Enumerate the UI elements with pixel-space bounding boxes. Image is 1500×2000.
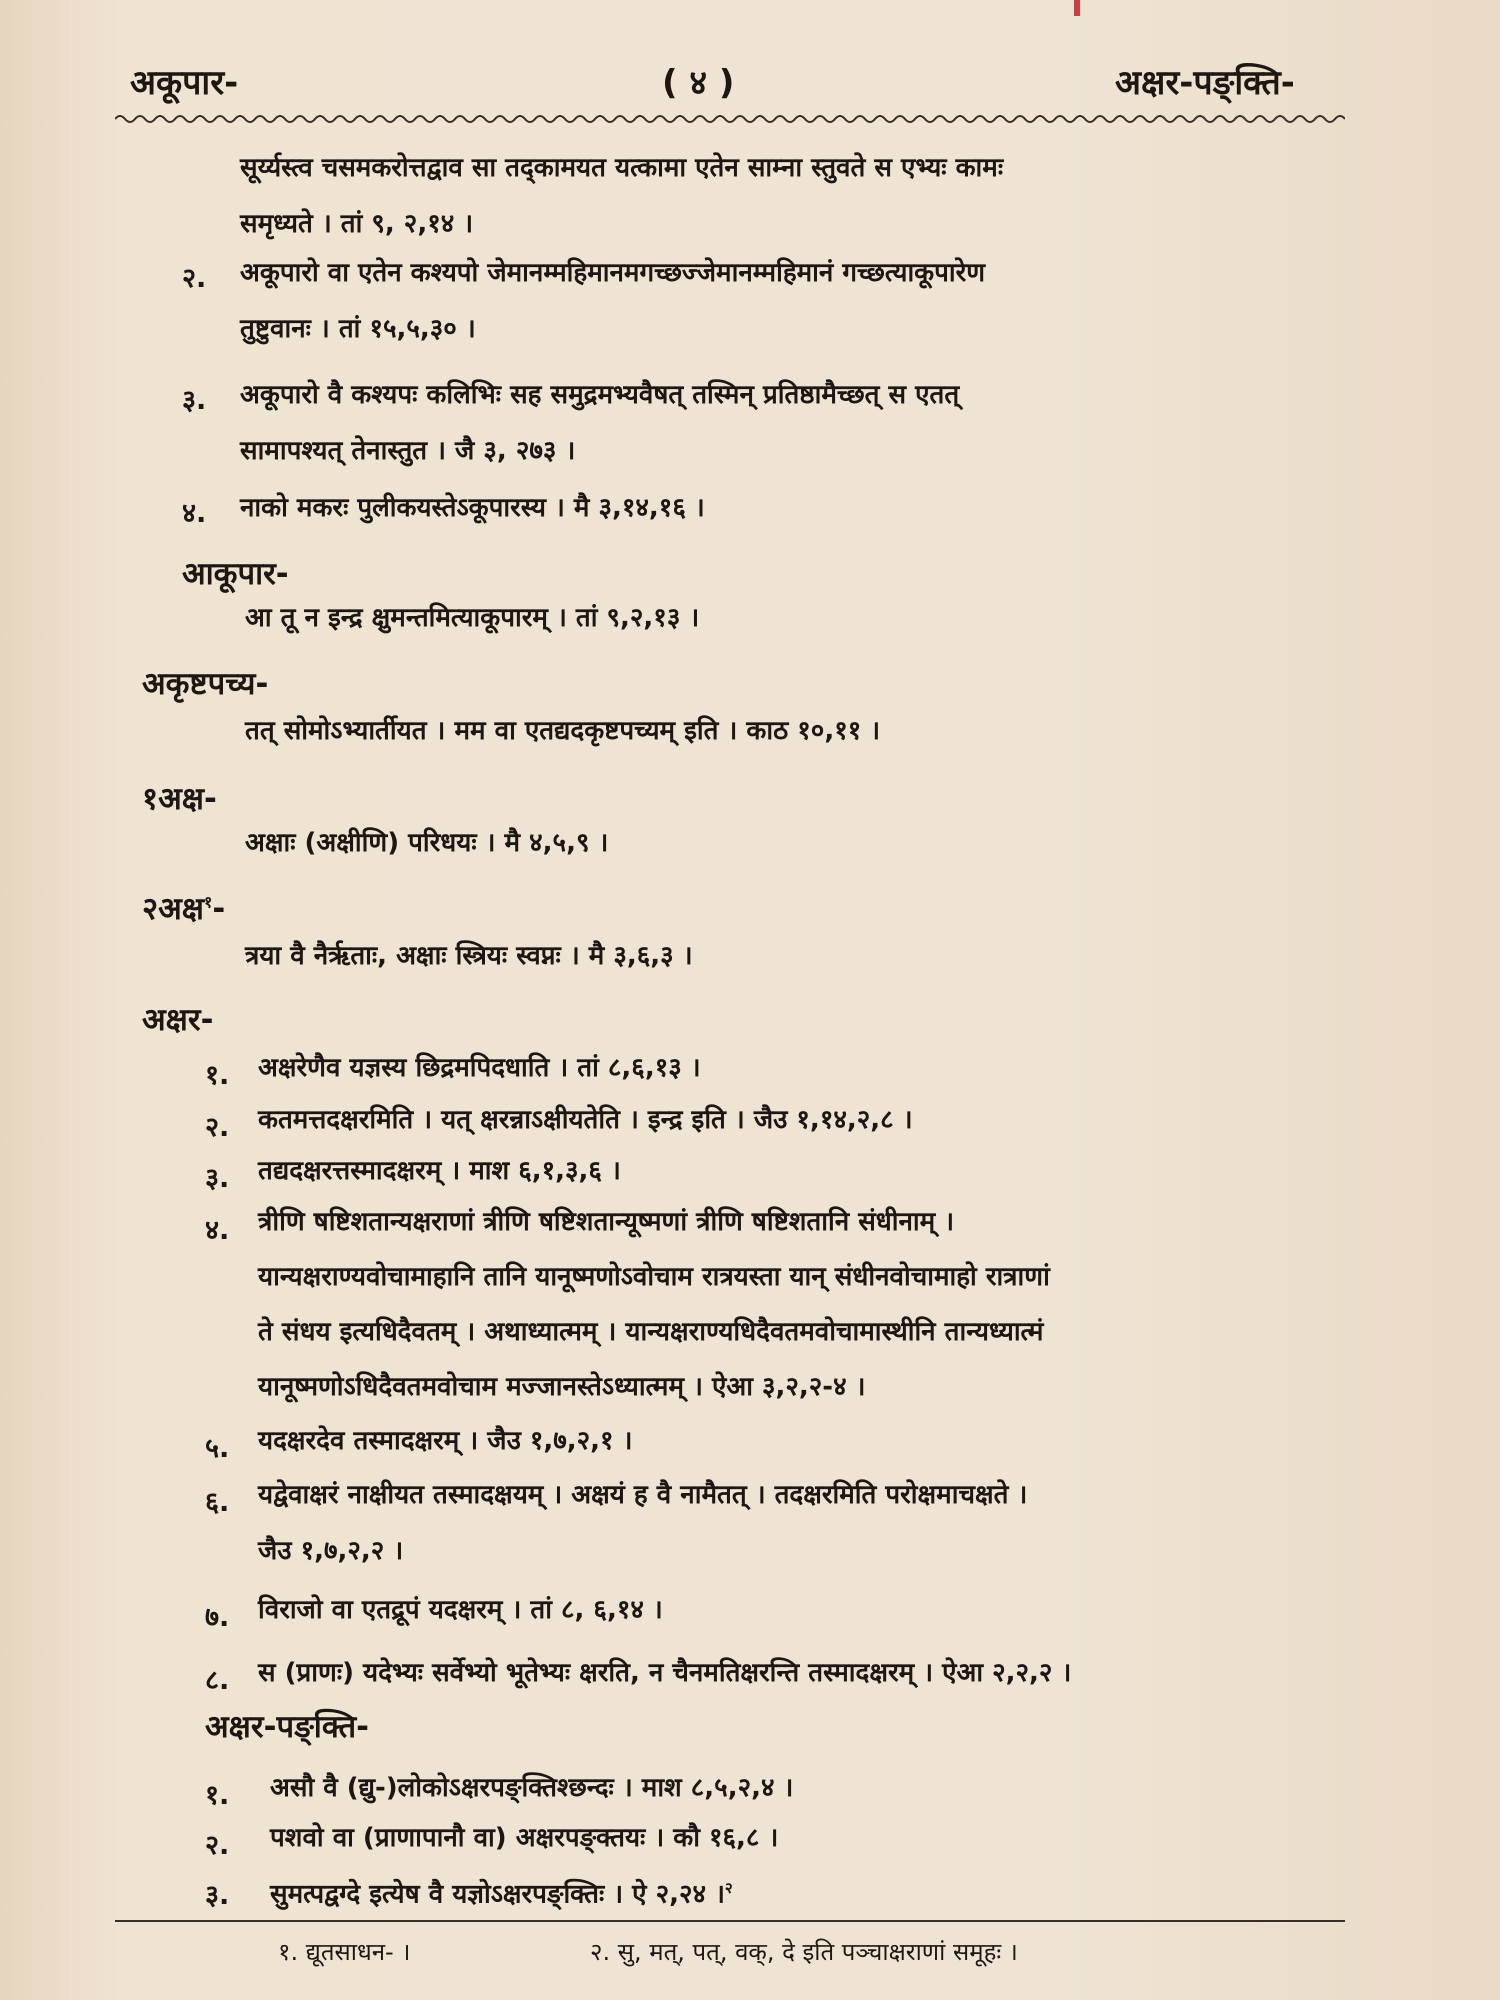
entry-line: त्रया वै नैर्ऋताः, अक्षाः स्त्रियः स्वप्नः । मै ३,६,३ । (245, 941, 693, 971)
entry-line: आ तू न इन्द्र क्षुमन्तमित्याकूपारम् । तां ९,२,१३ । (245, 603, 700, 633)
akshara-item-2: कतमत्तदक्षरमिति । यत् क्षरन्नाऽक्षीयतेति । इन्द्र इति । जैउ १,१४,२,८ । (258, 1105, 913, 1135)
item-number: ४. (182, 498, 207, 529)
text-line: त्रीणि षष्टिशतान्यक्षराणां त्रीणि षष्टिशतान्यूष्मणां त्रीणि षष्टिशतानि संधीनाम् । (258, 1207, 955, 1237)
item-number: ७. (205, 1602, 230, 1633)
akupara-item-2 (240, 245, 1340, 357)
akshara-item-5: यदक्षरदेव तस्मादक्षरम् । जैउ १,७,२,१ । (258, 1426, 633, 1456)
item-number: ४. (205, 1215, 230, 1246)
akshara-item-4 (258, 1195, 1348, 1415)
text-line: सुमत्पद्वग्दे इत्येष वै यज्ञोऽक्षरपङ्क्तिः । ऐ २,२४ । (270, 1879, 725, 1910)
item-number: २. (205, 1830, 230, 1861)
pankti-item-1: असौ वै (द्यु-)लोकोऽक्षरपङ्क्तिश्छन्दः । माश ८,५,२,४ । (270, 1773, 794, 1803)
running-head-left: अकूपार- (130, 63, 239, 103)
footnote-1: १. द्यूतसाधन- । (278, 1938, 411, 1966)
akshara-item-7: विराजो वा एतद्रूपं यदक्षरम् । तां ८, ६,१४ । (258, 1595, 663, 1625)
text-line: सूर्य्यस्त्व चसमकरोत्तद्वाव सा तद्कामयत यत्कामा एतेन साम्ना स्तुवते स एभ्यः कामः (240, 153, 1004, 183)
item-number: ३. (205, 1163, 230, 1194)
item-number: २. (182, 263, 207, 294)
text-line: अकूपारो वै कश्यपः कलिभिः सह समुद्रमभ्यवैषत् तस्मिन् प्रतिष्ठामैच्छत् स एतत् (240, 380, 960, 410)
item-number: ३. (182, 385, 207, 416)
entry-line: तत् सोमोऽभ्यार्तीयत । मम वा एतद्यदकृष्टपच्यम् इति । काठ १०,११ । (245, 716, 881, 746)
running-head-right: अक्षर-पङ्क्ति- (1115, 63, 1295, 103)
item-number: २. (205, 1112, 230, 1143)
pankti-item-2: पशवो वा (प्राणापानौ वा) अक्षरपङ्क्तयः । कौ १६,८ । (270, 1823, 779, 1853)
akshara-item-3: तद्यदक्षरत्तस्मादक्षरम् । माश ६,१,३,६ । (258, 1156, 621, 1186)
item-number: ३. (205, 1880, 230, 1911)
footnote-2: २. सु, मत्, पत्, वक्, दे इति पञ्चाक्षराणां समूहः । (590, 1938, 1018, 1966)
continuation-paragraph (240, 140, 1340, 252)
entry-heading-akupara: आकूपार- (182, 556, 289, 592)
item-number: ५. (205, 1433, 230, 1464)
heading-text: २अक्ष (142, 891, 205, 927)
text-line: अकूपारो वा एतेन कश्यपो जेमानम्महिमानमगच्छज्जेमानम्महिमानं गच्छत्याकूपारेण (240, 258, 986, 288)
pankti-item-3 (270, 1860, 1350, 1923)
text-line: नाको मकरः पुलीकयस्तेऽकूपारस्य । मै ३,१४,१६ । (240, 493, 705, 523)
footnote-rule (115, 1920, 1345, 1922)
footnote-ref: १ (204, 892, 213, 912)
item-number: ८. (205, 1665, 230, 1696)
item-number: १. (205, 1780, 230, 1811)
entry-heading-akshara-pankti: अक्षर-पङ्क्ति- (205, 1709, 369, 1745)
item-number: १. (205, 1060, 230, 1091)
text-line: समृध्यते । तां ९, २,१४ । (240, 209, 474, 239)
akupara-item-4 (240, 480, 1340, 536)
footnote-ref: २ (724, 1879, 733, 1897)
text-line: यद्वेवाक्षरं नाक्षीयत तस्मादक्षयम् । अक्षयं ह वै नामैतत् । तदक्षरमिति परोक्षमाचक्षते । (258, 1480, 1028, 1510)
page-number: ( ४ ) (662, 63, 735, 103)
text-line: यानूष्मणोऽधिदैवतमवोचाम मज्जानस्तेऽध्यात्मम् । ऐआ ३,२,२-४ । (258, 1372, 866, 1402)
header-wavy-rule (115, 112, 1345, 126)
text-line: ते संधय इत्यधिदैवतम् । अथाध्यात्मम् । यान्यक्षराण्यधिदैवतमवोचामास्थीनि तान्यध्यात्मं (258, 1317, 1044, 1347)
akupara-item-3 (240, 367, 1340, 479)
text-line: जैउ १,७,२,२ । (258, 1536, 404, 1566)
item-number: ६. (205, 1487, 230, 1518)
red-mark (1074, 0, 1080, 16)
akshara-item-6 (258, 1467, 1348, 1579)
entry-heading-akshara: अक्षर- (142, 1002, 214, 1038)
akshara-item-1: अक्षरेणैव यज्ञस्य छिद्रमपिदधाति । तां ८,६,१३ । (258, 1053, 701, 1083)
entry-line: अक्षाः (अक्षीणि) परिधयः । मै ४,५,९ । (245, 828, 609, 858)
text-line: सामापश्यत् तेनास्तुत । जै ३, २७३ । (240, 436, 576, 466)
akshara-item-8: स (प्राणः) यदेभ्यः सर्वेभ्यो भूतेभ्यः क्षरति, न चैनमतिक्षरन्ति तस्मादक्षरम् । ऐआ २,२,२ । (258, 1658, 1072, 1688)
text-line: यान्यक्षराण्यवोचामाहानि तानि यानूष्मणोऽवोचाम रात्रयस्ता यान् संधीनवोचामाहो रात्राणां (258, 1262, 1050, 1292)
text-line: तुष्टुवानः । तां १५,५,३० । (240, 314, 476, 344)
heading-dash: - (212, 891, 226, 927)
entry-heading-aksha-1: १अक्ष- (142, 781, 217, 817)
entry-heading-akrishtapachya: अकृष्टपच्य- (142, 666, 269, 702)
entry-heading-aksha-2 (142, 887, 225, 929)
